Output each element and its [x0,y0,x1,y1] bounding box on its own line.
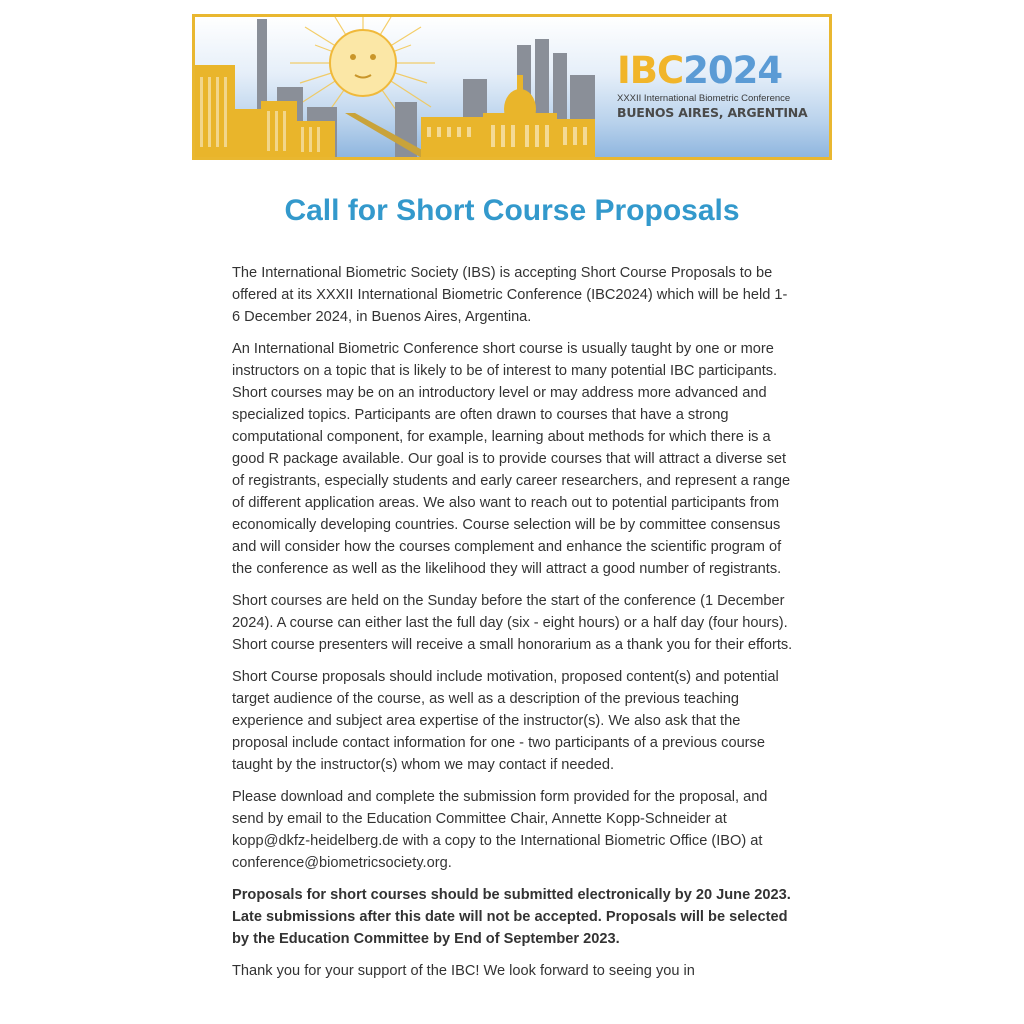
paragraph-submission-instructions: Please download and complete the submission form provided for the proposal, and send by email to the Education Committee Chair, Annette Kopp-Schneider at kopp@dkfz-heidelberg.de with a copy to the International Biometric Office (IBO) at conference@biometricsociety.org. [232,789,768,871]
logo-ibc-text: IBC [617,49,684,92]
conference-location: BUENOS AIRES, ARGENTINA [617,105,808,120]
conference-brand [617,51,817,120]
article-body [232,262,794,992]
paragraph-course-description: An International Biometric Conference short course is usually taught by one or more instructors on a topic that is likely to be of interest to many potential IBC participants. Short courses may be on an introductory level or may address more advanced and specialized topics. Participants are often drawn to courses that have a strong computational component, for example, learning about methods for which there is a good R package available. Our goal is to provide courses that will attract a diverse set of registrants, especially students and early career researchers, and represent a range of different application areas. We also want to reach out to potential participants from economically developing countries. Course selection will be by committee consensus and will consider how the courses complement and enhance the scientific program of the conference as well as the likelihood they will attract a good number of registrants. [232,341,791,577]
ibc2024-logo [617,51,817,91]
buenos-aires-skyline-illustration [195,17,595,157]
paragraph-intro: The International Biometric Society (IBS) is accepting Short Course Proposals to be offered at its XXXII International Biometric Conference (IBC2024) which will be held 1-6 December 2024, in Buenos Aires, Argentina. [232,265,788,325]
page-title: Call for Short Course Proposals [284,194,740,227]
conference-subtitle: XXXII International Biometric Conference [617,93,791,104]
paragraph-deadline: Proposals for short courses should be submitted electronically by 20 June 2023. Late submissions after this date will not be accepted. Proposals will be selected by the Education Committee by End of September 2023. [232,887,791,947]
logo-year-text: 2024 [683,49,783,92]
paragraph-proposal-contents: Short Course proposals should include motivation, proposed content(s) and potential target audience of the course, as well as a description of the previous teaching experience and subject area expertise of the instructor(s). We also ask that the proposal include contact information for one - two participants of a previous course taught by the instructor(s) whom we may contact if needed. [232,669,779,773]
conference-banner [192,14,832,160]
paragraph-closing: Thank you for your support of the IBC! We look forward to seeing you in [232,963,695,979]
paragraph-schedule: Short courses are held on the Sunday before the start of the conference (1 December 2024). A course can either last the full day (six - eight hours) or a half day (four hours). Short course presenters will receive a small honorarium as a thank you for their efforts. [232,593,793,653]
